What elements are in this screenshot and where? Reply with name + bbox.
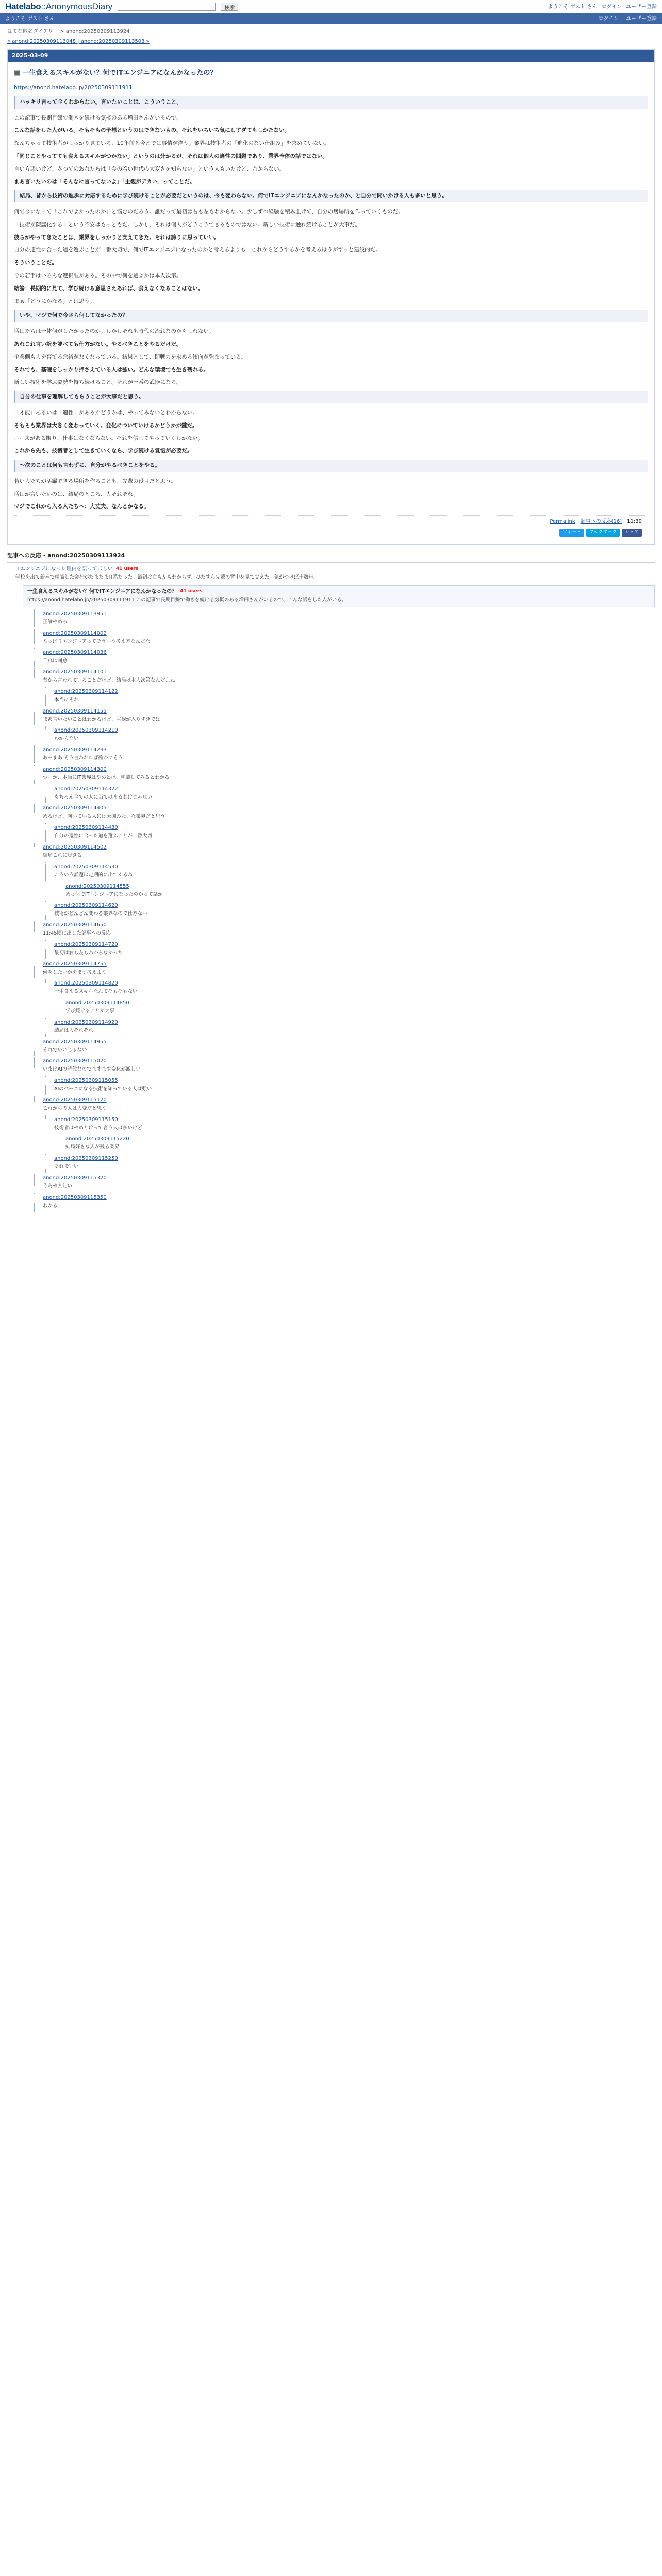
title-mark: ■ [14, 69, 21, 77]
list-item [34, 960, 655, 978]
list-item [34, 648, 655, 667]
ref-item-link[interactable]: anond:20250309115350 [43, 1194, 107, 1200]
refs-link[interactable]: 記事への反応(16) [580, 519, 622, 525]
ref-item-body: 結局は人それぞれ [54, 1027, 94, 1033]
ref-item-link[interactable]: anond:20250309114820 [54, 980, 118, 987]
list-item [45, 940, 655, 959]
s4-para-1: 「才能」あるいは「適性」があるかどうかは、やってみないとわからない。 [14, 409, 198, 416]
ref-item-body: 最初は右も左もわからなかった [54, 950, 123, 956]
s3-para-5: 新しい技術を学ぶ姿勢を持ち続けること。それが一番の武器になる。 [14, 379, 182, 386]
day-section [7, 49, 655, 545]
nav-register[interactable]: ユーザー登録 [626, 15, 657, 22]
s4-para-3: ニーズがある限り、仕事はなくならない。それを信じてやっていくしかない。 [14, 435, 203, 442]
ref-item-body: こういう話題は定期的に出てくるね [54, 872, 133, 878]
ref-item-link[interactable]: anond:20250309114720 [54, 941, 118, 947]
prev-next-links [0, 37, 662, 49]
list-item [34, 843, 655, 861]
article [8, 62, 654, 544]
ref-item-body: わかる [43, 1202, 58, 1209]
nav-welcome[interactable]: ようこそ ゲスト さん [5, 15, 55, 22]
list-item [34, 1057, 655, 1075]
list-item [45, 687, 655, 706]
s2-para-2: 「技術が陳腐化する」という不安はもっともだ。しかし、それは個人がどうこうできるものではない。新しい技術に触れ続けることが大事だ。 [14, 221, 360, 228]
refs-section [7, 550, 655, 1212]
bookmark-button[interactable]: ブックマーク [586, 529, 620, 537]
list-item [34, 804, 655, 822]
ref-item-body: 結局これに尽きる [43, 852, 82, 858]
s2-para-1: 何で今になって「これでよかったのか」と悩むのだろう。誰だって最初は右も左もわからない。少しずつ経験を積み上げて、自分の居場所を作っていくものだ。 [14, 209, 404, 215]
ref-item-link[interactable]: anond:20250309114555 [65, 883, 129, 889]
s2-para-6: 今の若手はいろんな選択肢がある。その中で何を選ぶかは本人次第。 [14, 273, 182, 279]
ref-item-link[interactable]: anond:20250309114233 [43, 747, 107, 753]
list-item [45, 979, 655, 997]
tweet-button[interactable]: ツイート [559, 529, 584, 537]
s4-para-4: これから先も、技術者として生きていくなら、学び続ける覚悟が必要だ。 [14, 448, 193, 454]
list-item [45, 1076, 655, 1095]
list-item [45, 726, 655, 744]
day-header [8, 50, 654, 62]
ref-item-link[interactable]: anond:20250309114530 [54, 863, 118, 870]
list-item [45, 1154, 655, 1173]
ref-item-link[interactable]: anond:20250309114322 [54, 786, 118, 792]
share-buttons [14, 528, 648, 540]
ref-item-body: AIのベースになる技術を知っている人は強い [54, 1086, 152, 1092]
s5-para-3: マジでこれから入る人たちへ：大丈夫、なんとかなる。 [14, 503, 150, 510]
breadcrumb: はてな匿名ダイアリー > anond:20250309113924 [7, 29, 130, 35]
ref-item-link[interactable]: anond:20250309115150 [54, 1116, 118, 1123]
nav-login[interactable]: ログイン [598, 15, 619, 22]
s3-para-3: 企業側も人を育てる余裕がなくなっている。結果として、即戦力を求める傾向が強まっている。 [14, 353, 247, 360]
s2-para-7: 結論：長期的に見て、学び続ける意思さえあれば、食えなくなることはない。 [14, 285, 204, 292]
s3-para-2: あれこれ言い訳を並べても仕方がない。やるべきことをやるだけだ。 [14, 341, 182, 347]
article-quote-4: 自分の仕事を理解してもらうことが大事だと思う。 [14, 391, 648, 403]
list-item [45, 1115, 655, 1134]
bookmark-count-badge[interactable]: 41 users [115, 566, 139, 572]
ref-item-link[interactable]: anond:20250309114300 [43, 766, 107, 772]
day-date: 2025-03-09 [12, 52, 48, 59]
list-item [45, 823, 655, 842]
refs-top-link[interactable]: ITエンジニアになった理由を語ってほしい [15, 566, 113, 572]
refs-tree [7, 565, 655, 1211]
ref-item-body: それでいいじゃない [43, 1047, 87, 1053]
ref-item-body: やっぱりエンジニアってそういう考え方なんだな [43, 638, 151, 645]
refs-root-title[interactable]: 一生食えるスキルがない？何でITエンジニアになんかなったの？ [27, 589, 177, 595]
list-item [34, 921, 655, 939]
list-item [34, 1174, 655, 1192]
ref-item-body: わからない [54, 736, 79, 742]
ref-item-link[interactable]: anond:20250309114502 [43, 844, 107, 850]
article-title-text[interactable]: 一生食えるスキルがない？何でITエンジニアになんかなったの？ [22, 69, 217, 77]
list-item [34, 765, 655, 784]
ref-item-body: 結局好きな人が残る業界 [65, 1144, 120, 1150]
list-item [45, 862, 655, 881]
article-quote-5: 〜次のことは何も言わずに、自分がやるべきことをやる。 [14, 460, 648, 472]
ref-item-body: いまはAIの時代なのでますます変化が激しい [43, 1066, 141, 1073]
article-title [14, 68, 648, 81]
site-logo-sub[interactable]: ::AnonymousDiary [41, 2, 113, 12]
para-1: この記事で長期目線で働きを続ける気概のある増田さんがいるので、 [14, 114, 182, 121]
para-5: 言い方悪いけど、かつてのおれたちは「今の若い世代の大変さを知らない」という人もいたけど、わからない。 [14, 165, 285, 172]
nav-bar [0, 13, 662, 24]
ref-item-link[interactable]: anond:20250309114430 [54, 825, 118, 831]
top-link-login[interactable]: ログイン [601, 4, 622, 10]
list-item [45, 785, 655, 803]
s2-para-8: まぁ「どうにかなる」とは思う。 [14, 298, 95, 304]
ref-item-link[interactable]: anond:20250309115250 [54, 1156, 118, 1162]
ref-item-body: つーか、本当にIT業界はやめとけ。就職してみるとわかる。 [43, 774, 175, 781]
refs-list [7, 609, 655, 1212]
list-item [34, 668, 655, 686]
article-footer [14, 515, 648, 528]
top-bar [0, 0, 662, 13]
ref-item-link[interactable]: anond:20250309115220 [65, 1136, 129, 1142]
share-button[interactable]: シェア [622, 529, 642, 537]
permalink-link[interactable]: Permalink [550, 519, 575, 525]
s3-para-1: 増田たちは一体何がしたかったのか。しかしそれも時代の流れなのかもしれない。 [14, 328, 214, 335]
top-links [548, 3, 657, 11]
ref-item-body: 昔から言われていることだけど、結局は本人次第なんだよね [43, 677, 175, 684]
ref-item-body: あーまあ そう言われれば確かにそう [43, 755, 123, 761]
list-item [45, 901, 655, 920]
ref-item-link[interactable]: anond:20250309114122 [54, 688, 118, 694]
top-link-welcome[interactable]: ようこそ ゲスト さん [548, 4, 598, 10]
ref-item-body: うらやましい [43, 1183, 73, 1189]
ref-item-body: 正論やめろ [43, 619, 68, 625]
ref-item-link[interactable]: anond:20250309115120 [43, 1097, 107, 1103]
refs-top-body: 学校を出て新卒で就職した会社がたまたまIT系だった。最初は右も左もわからず、ひたすら先輩の背中を見て覚えた。気がつけば十数年。 [15, 574, 319, 581]
ref-item-link[interactable]: anond:20250309114755 [43, 961, 107, 967]
s3-para-4: それでも、基礎をしっかり押さえている人は強い。どんな環境でも生き残れる。 [14, 366, 209, 373]
ref-item-body: 一生食えるスキルなんてそもそもない [54, 989, 138, 995]
list-item [34, 609, 655, 628]
ref-item-link[interactable]: anond:20250309114210 [54, 727, 118, 734]
list-item [34, 629, 655, 648]
top-link-register[interactable]: ユーザー登録 [626, 4, 657, 10]
para-3: なんちゃって技術者がしっかり見ている、10年前と今とでは事情が違う。業界は技術者の「進化のない仕組み」を求めていない。 [14, 140, 329, 147]
para-2: こんな話をした人がいる。そもそもの予想というのはできないもの、それをいちいち気にしすぎてもしかたない。 [14, 127, 290, 134]
para-6: まあ言いたいのは「そんなに言ってないよ」「主観がデカい」ってことだ。 [14, 178, 195, 185]
article-quote-3: いや、マジで何で今さら何してなかったの？ [14, 310, 648, 322]
article-time: 11:39 [627, 519, 642, 525]
list-item [57, 998, 655, 1017]
ref-item-body: 本当にそれ [54, 697, 79, 703]
article-quote-1: ハッキリ言って全くわからない。言いたいことは、こういうこと。 [14, 96, 648, 109]
ref-item-body: これからの人は大変だと思う [43, 1105, 107, 1111]
ref-item-link[interactable]: anond:20250309114405 [43, 805, 107, 811]
list-item [34, 1096, 655, 1114]
search-button[interactable]: 検索 [221, 3, 238, 11]
s2-para-5: そういうことだ。 [14, 260, 57, 266]
ref-item-link[interactable]: anond:20250309115020 [43, 1058, 107, 1064]
article-url[interactable]: https://anond.hatelabo.jp/20250309111911 [14, 84, 133, 91]
refs-header: 記事への反応 - anond:20250309113924 [7, 550, 655, 563]
list-item [34, 1038, 655, 1056]
article-quote-2: 結局、昔から技術の進歩に対応するために学び続けることが必要だというのは、今も変わらない。何でITエンジニアになんかなったのか、と自分で問いかける人も多いと思う。 [14, 190, 648, 202]
ref-item-body: あるけど、向いている人には天国みたいな業界だと思う [43, 814, 166, 820]
ref-item-body: 技術がどんどん変わる業界なので仕方ない [54, 911, 147, 917]
list-item [34, 707, 655, 725]
ref-item-link[interactable]: anond:20250309113951 [43, 611, 107, 617]
ref-item-body: これは同意 [43, 658, 68, 664]
ref-item-link[interactable]: anond:20250309114920 [54, 1019, 118, 1025]
ref-item-link[interactable]: anond:20250309115055 [54, 1078, 118, 1084]
ref-item-body: 何をしたいかをまず考えよう [43, 969, 107, 975]
ref-item-link[interactable]: anond:20250309114850 [65, 1000, 129, 1006]
ref-item-link[interactable]: anond:20250309114955 [43, 1039, 107, 1045]
ref-item-body: それでいい [54, 1164, 79, 1170]
list-item [57, 1134, 655, 1153]
list-item [57, 882, 655, 901]
ref-item-body: あっ何でITエンジニアになったのかって話か [65, 891, 163, 897]
search-input[interactable] [118, 3, 216, 11]
refs-top-item [7, 565, 655, 583]
list-item [34, 1193, 655, 1212]
ref-item-body: 学び続けることが大事 [65, 1008, 115, 1014]
s5-para-1: 若い人たちが活躍できる場所を作ることも、先輩の役目だと思う。 [14, 478, 176, 484]
ref-item-body: 11:45頃に出した記事への反応 [43, 930, 111, 937]
refs-root-body: https://anond.hatelabo.jp/20250309111911 この記事で長期目線で働きを続ける気概のある増田さんがいるので、こんな話をした人がいる。 [27, 597, 347, 603]
list-item [34, 745, 655, 764]
s4-para-2: そもそも業界は大きく変わっていく。変化についていけるかどうかが鍵だ。 [14, 422, 198, 429]
ref-item-body: 技術者はやめとけって言う人は多いけど [54, 1125, 143, 1131]
s5-para-2: 増田が言いたいのは、結局のところ、人それぞれ。 [14, 490, 139, 497]
s2-para-4: 自分の適性に合った道を選ぶことが一番大切で、何でITエンジニアになったのかと考えるよりも、これからどうするかを考えるほうがずっと建設的だ。 [14, 247, 381, 253]
site-logo[interactable]: Hatelabo [5, 2, 41, 12]
ref-item-body: 自分の適性に合った道を選ぶことが一番大切 [54, 833, 153, 839]
list-item [45, 1018, 655, 1037]
ref-item-link[interactable]: anond:20250309114155 [43, 708, 107, 714]
ref-item-link[interactable]: anond:20250309114036 [43, 650, 107, 656]
ref-item-link[interactable]: anond:20250309115320 [43, 1175, 107, 1181]
ref-item-link[interactable]: anond:20250309114002 [43, 630, 107, 636]
ref-item-link[interactable]: anond:20250309114101 [43, 669, 107, 675]
ref-item-link[interactable]: anond:20250309114650 [43, 922, 107, 928]
refs-root-card [23, 585, 655, 607]
ref-item-body: まあ言いたいことはわかるけど、主観が入りすぎでは [43, 716, 161, 722]
para-4: 「同じことやってても食えるスキルがつかない」というのは分かるが、それは個人の適性の問題であり、業界全体の話ではない。 [14, 152, 328, 159]
s2-para-3: 彼らがやってきたことは、業界をしっかりと支えてきた。それは誇りに思っていい。 [14, 234, 220, 241]
ref-item-link[interactable]: anond:20250309114620 [54, 903, 118, 909]
root-bookmark-badge[interactable]: 41 users [180, 588, 203, 594]
prev-next-link[interactable]: « anond:20250309113048 | anond:20250309113503 » [7, 39, 150, 44]
ref-item-body: もちろん全ての人に当てはまるわけじゃない [54, 794, 153, 800]
